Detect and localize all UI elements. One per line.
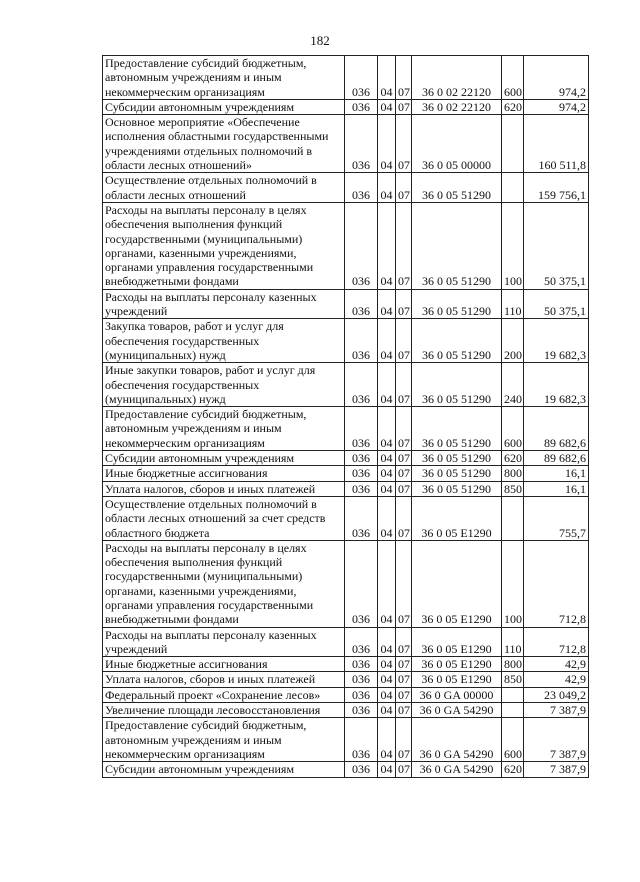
row-name: Увеличение площади лесовосстановления bbox=[103, 703, 345, 718]
section-code: 04 bbox=[378, 762, 396, 777]
amount: 712,8 bbox=[524, 627, 589, 657]
row-name: Иные закупки товаров, работ и услуг для обеспечения государственных (муниципальных) нужд bbox=[103, 363, 345, 407]
section-code: 04 bbox=[378, 703, 396, 718]
table-row bbox=[103, 173, 589, 203]
section-code: 04 bbox=[378, 115, 396, 173]
ministry-code: 036 bbox=[345, 672, 378, 687]
subsection-code: 07 bbox=[396, 363, 412, 407]
subsection-code: 07 bbox=[396, 627, 412, 657]
expense-type-code: 800 bbox=[502, 466, 524, 481]
row-name: Основное мероприятие «Обеспечение исполнения областными государственными учреждениями отдельных полномочий в области лесных отношений» bbox=[103, 115, 345, 173]
table-row bbox=[103, 496, 589, 540]
ministry-code: 036 bbox=[345, 99, 378, 114]
target-article-code: 36 0 GA 54290 bbox=[412, 762, 502, 777]
amount: 7 387,9 bbox=[524, 703, 589, 718]
subsection-code: 07 bbox=[396, 540, 412, 627]
table-row bbox=[103, 363, 589, 407]
subsection-code: 07 bbox=[396, 718, 412, 762]
amount: 159 756,1 bbox=[524, 173, 589, 203]
ministry-code: 036 bbox=[345, 703, 378, 718]
row-name: Закупка товаров, работ и услуг для обеспечения государственных (муниципальных) нужд bbox=[103, 319, 345, 363]
ministry-code: 036 bbox=[345, 496, 378, 540]
row-name: Расходы на выплаты персоналу казенных учреждений bbox=[103, 289, 345, 319]
ministry-code: 036 bbox=[345, 762, 378, 777]
subsection-code: 07 bbox=[396, 115, 412, 173]
ministry-code: 036 bbox=[345, 173, 378, 203]
expense-type-code bbox=[502, 173, 524, 203]
expense-type-code: 600 bbox=[502, 407, 524, 451]
row-name: Осуществление отдельных полномочий в области лесных отношений за счет средств областного бюджета bbox=[103, 496, 345, 540]
target-article-code: 36 0 02 22120 bbox=[412, 99, 502, 114]
target-article-code: 36 0 05 E1290 bbox=[412, 672, 502, 687]
amount: 19 682,3 bbox=[524, 363, 589, 407]
target-article-code: 36 0 GA 54290 bbox=[412, 703, 502, 718]
table-row bbox=[103, 56, 589, 100]
expense-type-code bbox=[502, 703, 524, 718]
ministry-code: 036 bbox=[345, 481, 378, 496]
table-row bbox=[103, 115, 589, 173]
section-code: 04 bbox=[378, 672, 396, 687]
section-code: 04 bbox=[378, 451, 396, 466]
section-code: 04 bbox=[378, 363, 396, 407]
table-row bbox=[103, 407, 589, 451]
row-name: Осуществление отдельных полномочий в области лесных отношений bbox=[103, 173, 345, 203]
section-code: 04 bbox=[378, 496, 396, 540]
expense-type-code: 200 bbox=[502, 319, 524, 363]
table-row bbox=[103, 762, 589, 777]
table-row bbox=[103, 451, 589, 466]
expense-type-code bbox=[502, 496, 524, 540]
table-row bbox=[103, 319, 589, 363]
subsection-code: 07 bbox=[396, 657, 412, 672]
amount: 19 682,3 bbox=[524, 319, 589, 363]
amount: 712,8 bbox=[524, 540, 589, 627]
row-name: Предоставление субсидий бюджетным, автономным учреждениям и иным некоммерческим организациям bbox=[103, 56, 345, 100]
target-article-code: 36 0 05 51290 bbox=[412, 289, 502, 319]
subsection-code: 07 bbox=[396, 451, 412, 466]
table-row bbox=[103, 202, 589, 289]
expense-type-code: 620 bbox=[502, 99, 524, 114]
row-name: Предоставление субсидий бюджетным, автономным учреждениям и иным некоммерческим организациям bbox=[103, 718, 345, 762]
row-name: Предоставление субсидий бюджетным, автономным учреждениям и иным некоммерческим организациям bbox=[103, 407, 345, 451]
target-article-code: 36 0 05 51290 bbox=[412, 319, 502, 363]
target-article-code: 36 0 05 51290 bbox=[412, 363, 502, 407]
row-name: Субсидии автономным учреждениям bbox=[103, 99, 345, 114]
target-article-code: 36 0 05 51290 bbox=[412, 481, 502, 496]
table-row bbox=[103, 687, 589, 702]
ministry-code: 036 bbox=[345, 540, 378, 627]
table-row bbox=[103, 466, 589, 481]
ministry-code: 036 bbox=[345, 202, 378, 289]
expense-type-code: 110 bbox=[502, 289, 524, 319]
subsection-code: 07 bbox=[396, 407, 412, 451]
ministry-code: 036 bbox=[345, 466, 378, 481]
target-article-code: 36 0 05 51290 bbox=[412, 466, 502, 481]
row-name: Субсидии автономным учреждениям bbox=[103, 451, 345, 466]
section-code: 04 bbox=[378, 319, 396, 363]
target-article-code: 36 0 02 22120 bbox=[412, 56, 502, 100]
table-row bbox=[103, 289, 589, 319]
expense-type-code: 110 bbox=[502, 627, 524, 657]
amount: 50 375,1 bbox=[524, 289, 589, 319]
row-name: Расходы на выплаты персоналу в целях обеспечения выполнения функций государственными (муниципальными) органами, казенными учреждениями, органами управления государственными внебюджетными фондами bbox=[103, 202, 345, 289]
target-article-code: 36 0 05 E1290 bbox=[412, 657, 502, 672]
section-code: 04 bbox=[378, 540, 396, 627]
target-article-code: 36 0 GA 54290 bbox=[412, 718, 502, 762]
ministry-code: 036 bbox=[345, 451, 378, 466]
table-row bbox=[103, 657, 589, 672]
target-article-code: 36 0 GA 00000 bbox=[412, 687, 502, 702]
section-code: 04 bbox=[378, 202, 396, 289]
page-number: 182 bbox=[310, 33, 330, 48]
expense-type-code: 100 bbox=[502, 540, 524, 627]
section-code: 04 bbox=[378, 687, 396, 702]
subsection-code: 07 bbox=[396, 496, 412, 540]
row-name: Расходы на выплаты персоналу казенных учреждений bbox=[103, 627, 345, 657]
table-row bbox=[103, 540, 589, 627]
ministry-code: 036 bbox=[345, 289, 378, 319]
amount: 50 375,1 bbox=[524, 202, 589, 289]
subsection-code: 07 bbox=[396, 672, 412, 687]
target-article-code: 36 0 05 00000 bbox=[412, 115, 502, 173]
subsection-code: 07 bbox=[396, 173, 412, 203]
target-article-code: 36 0 05 51290 bbox=[412, 202, 502, 289]
amount: 7 387,9 bbox=[524, 762, 589, 777]
expense-type-code: 620 bbox=[502, 451, 524, 466]
amount: 755,7 bbox=[524, 496, 589, 540]
amount: 89 682,6 bbox=[524, 407, 589, 451]
table-row bbox=[103, 672, 589, 687]
expense-type-code: 600 bbox=[502, 718, 524, 762]
section-code: 04 bbox=[378, 289, 396, 319]
section-code: 04 bbox=[378, 657, 396, 672]
target-article-code: 36 0 05 E1290 bbox=[412, 627, 502, 657]
table-row bbox=[103, 718, 589, 762]
section-code: 04 bbox=[378, 407, 396, 451]
amount: 42,9 bbox=[524, 657, 589, 672]
table-row bbox=[103, 627, 589, 657]
ministry-code: 036 bbox=[345, 407, 378, 451]
subsection-code: 07 bbox=[396, 687, 412, 702]
section-code: 04 bbox=[378, 481, 396, 496]
expense-type-code: 100 bbox=[502, 202, 524, 289]
expense-type-code: 800 bbox=[502, 657, 524, 672]
amount: 7 387,9 bbox=[524, 718, 589, 762]
amount: 23 049,2 bbox=[524, 687, 589, 702]
section-code: 04 bbox=[378, 627, 396, 657]
ministry-code: 036 bbox=[345, 657, 378, 672]
amount: 16,1 bbox=[524, 481, 589, 496]
target-article-code: 36 0 05 E1290 bbox=[412, 496, 502, 540]
ministry-code: 036 bbox=[345, 718, 378, 762]
subsection-code: 07 bbox=[396, 289, 412, 319]
expense-type-code bbox=[502, 687, 524, 702]
subsection-code: 07 bbox=[396, 762, 412, 777]
amount: 160 511,8 bbox=[524, 115, 589, 173]
section-code: 04 bbox=[378, 173, 396, 203]
table-row bbox=[103, 481, 589, 496]
expense-type-code: 600 bbox=[502, 56, 524, 100]
expense-type-code: 850 bbox=[502, 481, 524, 496]
target-article-code: 36 0 05 51290 bbox=[412, 407, 502, 451]
ministry-code: 036 bbox=[345, 363, 378, 407]
subsection-code: 07 bbox=[396, 703, 412, 718]
expense-type-code bbox=[502, 115, 524, 173]
row-name: Субсидии автономным учреждениям bbox=[103, 762, 345, 777]
expense-type-code: 850 bbox=[502, 672, 524, 687]
table-row bbox=[103, 99, 589, 114]
section-code: 04 bbox=[378, 718, 396, 762]
subsection-code: 07 bbox=[396, 466, 412, 481]
subsection-code: 07 bbox=[396, 202, 412, 289]
section-code: 04 bbox=[378, 466, 396, 481]
row-name: Иные бюджетные ассигнования bbox=[103, 657, 345, 672]
row-name: Расходы на выплаты персоналу в целях обеспечения выполнения функций государственными (муниципальными) органами, казенными учреждениями, органами управления государственными внебюджетными фондами bbox=[103, 540, 345, 627]
section-code: 04 bbox=[378, 99, 396, 114]
subsection-code: 07 bbox=[396, 319, 412, 363]
row-name: Уплата налогов, сборов и иных платежей bbox=[103, 481, 345, 496]
ministry-code: 036 bbox=[345, 56, 378, 100]
amount: 974,2 bbox=[524, 99, 589, 114]
row-name: Иные бюджетные ассигнования bbox=[103, 466, 345, 481]
amount: 16,1 bbox=[524, 466, 589, 481]
target-article-code: 36 0 05 51290 bbox=[412, 451, 502, 466]
ministry-code: 036 bbox=[345, 627, 378, 657]
ministry-code: 036 bbox=[345, 687, 378, 702]
table-row bbox=[103, 703, 589, 718]
target-article-code: 36 0 05 E1290 bbox=[412, 540, 502, 627]
ministry-code: 036 bbox=[345, 319, 378, 363]
budget-table bbox=[102, 55, 589, 778]
row-name: Федеральный проект «Сохранение лесов» bbox=[103, 687, 345, 702]
ministry-code: 036 bbox=[345, 115, 378, 173]
table-body bbox=[103, 56, 589, 778]
subsection-code: 07 bbox=[396, 56, 412, 100]
expense-type-code: 620 bbox=[502, 762, 524, 777]
subsection-code: 07 bbox=[396, 481, 412, 496]
subsection-code: 07 bbox=[396, 99, 412, 114]
target-article-code: 36 0 05 51290 bbox=[412, 173, 502, 203]
amount: 42,9 bbox=[524, 672, 589, 687]
section-code: 04 bbox=[378, 56, 396, 100]
row-name: Уплата налогов, сборов и иных платежей bbox=[103, 672, 345, 687]
amount: 974,2 bbox=[524, 56, 589, 100]
amount: 89 682,6 bbox=[524, 451, 589, 466]
expense-type-code: 240 bbox=[502, 363, 524, 407]
